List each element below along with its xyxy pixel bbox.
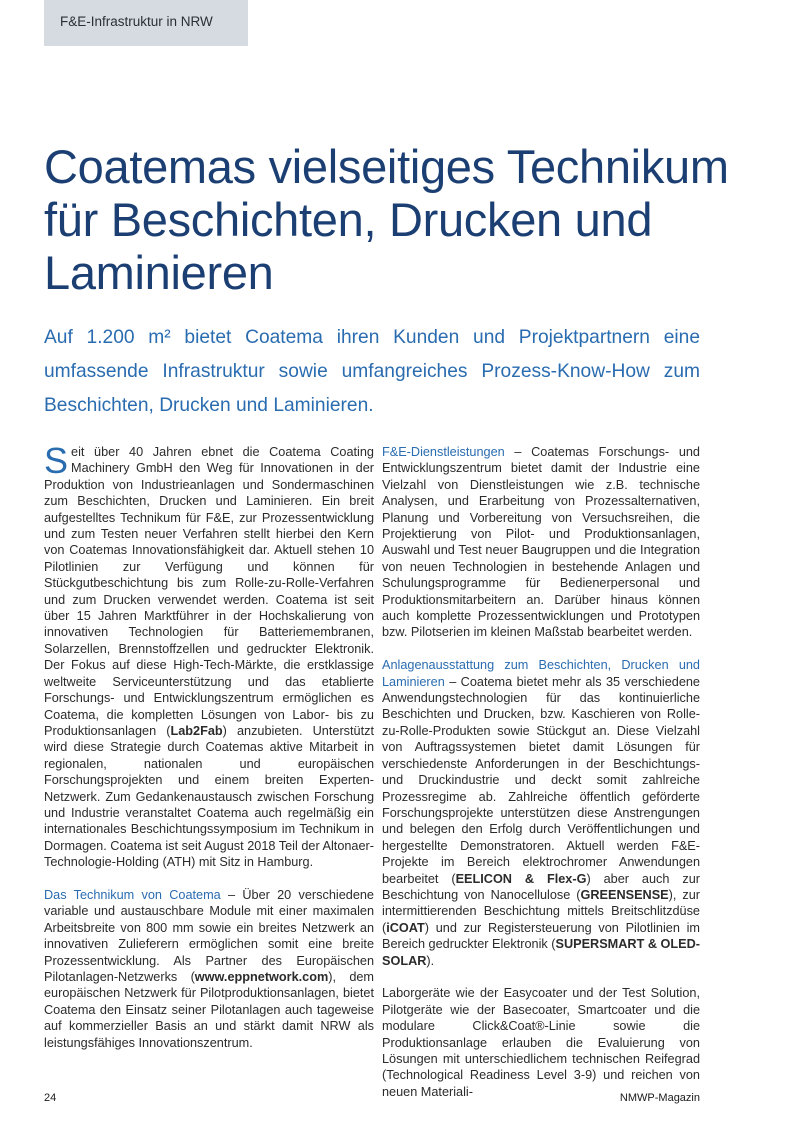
project-name: SUPERSMART & OLED-SOLAR — [382, 937, 701, 968]
paragraph-technikum: Das Technikum von Coatema – Über 20 verschiedene variable und austauschbare Module mit einer maximalen Arbeitsbreite von 800 mm sowie ein breites Netzwerk an innovativen Zulieferern ermöglichen somit eine breite Prozessentwicklung. Als Partner des Europäischen Pilotanlagen-Netzwerks (www.eppnetwork.com), dem europäischen Netzwerk für Pilotproduktionsanlagen, bietet Coatema den Einsatz seiner Pilotanlagen auch tageweise auf kommerzieller Basis an und stärkt damit NRW als leistungsfähiges Innovationszentrum. — [44, 887, 374, 1050]
project-name: EELICON & Flex-G — [455, 871, 587, 886]
paragraph-devices: Laborgeräte wie der Easycoater und der Test Solution, Pilotgeräte wie der Basecoater, Smartcoater und die modulare Click&Coat®-Linie sowie die Produktionsanlage erlauben die Evaluierung von Lösungen mit unterschiedlichem technischen Reifegrad (Technological Readiness Level 3-9) und reichen von neuen Materiali- — [382, 986, 700, 1099]
article-title: Coatemas vielseitiges Technikum für Beschichten, Drucken und Laminieren — [44, 140, 729, 299]
paragraph-equipment: Anlagenausstattung zum Beschichten, Drucken und Laminieren – Coatema bietet mehr als 35 verschiedene Anwendungstechnologien für das kontinuierliche Beschichten und Drucken, bzw. Kaschieren von Rolle-zu-Rolle-Produkten sowie Stückgut an. Diese Vielzahl von Auftragssystemen bietet damit Lösungen für verschiedenste Anforderungen in der Beschichtungs- und Druckindustrie und deckt somit zahlreiche Prozessregime ab. Zahlreiche öffentlich geförderte Forschungsprojekte unterstützen diese Anstrengungen und belegen den Erfolg durch Veröffentlichungen und hergestellte Demonstratoren. Aktuell werden F&E-Projekte im Bereich elektrochromer Anwendungen bearbeitet (EELICON & Flex-G) aber auch zur Beschichtung von Nanocellulose (GREENSENSE), zur intermittierenden Beschichtung mittels Breitschlitzdüse (iCOAT) und zur Registersteuerung von Pilotlinien im Bereich gedruckter Elektronik (SUPERSMART & OLED-SOLAR). — [382, 658, 701, 968]
lab2fab-term: Lab2Fab — [170, 723, 223, 738]
paragraph-lead: F&E-Dienstleistungen — [382, 445, 505, 459]
paragraph-lead: Anlagenausstattung zum Beschichten, Drucken und Laminieren — [382, 658, 700, 689]
page-number: 24 — [44, 1092, 57, 1104]
paragraph-lead: Das Technikum von Coatema — [44, 887, 221, 902]
section-tag: F&E-Infrastruktur in NRW — [44, 0, 248, 46]
paragraph-intro: Seit über 40 Jahren ebnet die Coatema Coating Machinery GmbH den Weg für Innovationen in der Produktion von Industrieanlagen und Sondermaschinen zum Beschichten, Drucken und Laminieren. Ein breit aufgestelltes Technikum für F&E, zur Prozessentwicklung und zum Testen neuer Verfahren stellt hierbei den Kern von Coatemas Innovationsfähigkeit dar. Aktuell stehen 10 Pilotlinien zur Verfügung und können für Stückgutbeschichtung bis zum Rolle-zu-Rolle-Verfahren und zum Drucken verwendet werden. Coatema ist seit über 15 Jahren Marktführer in der Hochskalierung von innovativen Technologien für Batteriemembranen, Solarzellen, Brennstoffzellen und gedruckter Elektronik. Der Fokus auf diese High-Tech-Märkte, die erstklassige weltweite Serviceunterstützung und das etablierte Forschungs- und Entwicklungszentrum ermöglichen es Coatema, die kompletten Lösungen von Labor- bis zu Produktionsanlagen (Lab2Fab) anzubieten. Unterstützt wird diese Strategie durch Coatemas aktive Mitarbeit in regionalen, nationalen und europäischen Forschungsprojekten und einem breiten Experten-Netzwerk. Zum Gedankenaustausch zwischen Forschung und Industrie veranstaltet Coatema auch regelmäßig ein internationales Beschichtungssymposium im Technikum in Dormagen. Coatema ist seit August 2018 Teil der Altonaer-Technologie-Holding (ATH) mit Sitz in Hamburg. — [44, 440, 374, 870]
text-column-left — [44, 440, 374, 1067]
text-column-right — [382, 444, 700, 1117]
project-name: iCOAT — [386, 920, 425, 935]
paragraph-services: F&E-Dienstleistungen – Coatemas Forschungs- und Entwicklungszentrum bietet damit der Industrie eine Vielzahl von Dienstleistungen wie z.B. technische Analysen, und Erarbeitung von Prozessalternativen, Planung und Vorbereitung von Versuchsreihen, die Projektierung von Pilot- und Produktionsanlagen, Auswahl und Test neuer Baugruppen und die Integration von neuen Technologien in bestehende Anlagen und Schulungsprogramme für Bedienerpersonal und Produktionsmitarbeitern an. Darüber hinaus können auch komplette Prozessentwicklungen und Prototypen bzw. Pilotserien im kleinen Maßstab bearbeitet werden. — [382, 445, 700, 640]
project-name: GREENSENSE — [580, 887, 669, 902]
drop-cap: S — [44, 440, 69, 481]
magazine-name: NMWP-Magazin — [619, 1092, 700, 1104]
article-subtitle: Auf 1.200 m² bietet Coatema ihren Kunden und Projektpartnern eine umfassende Infrastruktur sowie umfangreiches Prozess-Know-How zum Beschichten, Drucken und Laminieren. — [44, 327, 700, 416]
network-link[interactable]: www.eppnetwork.com — [194, 969, 329, 984]
